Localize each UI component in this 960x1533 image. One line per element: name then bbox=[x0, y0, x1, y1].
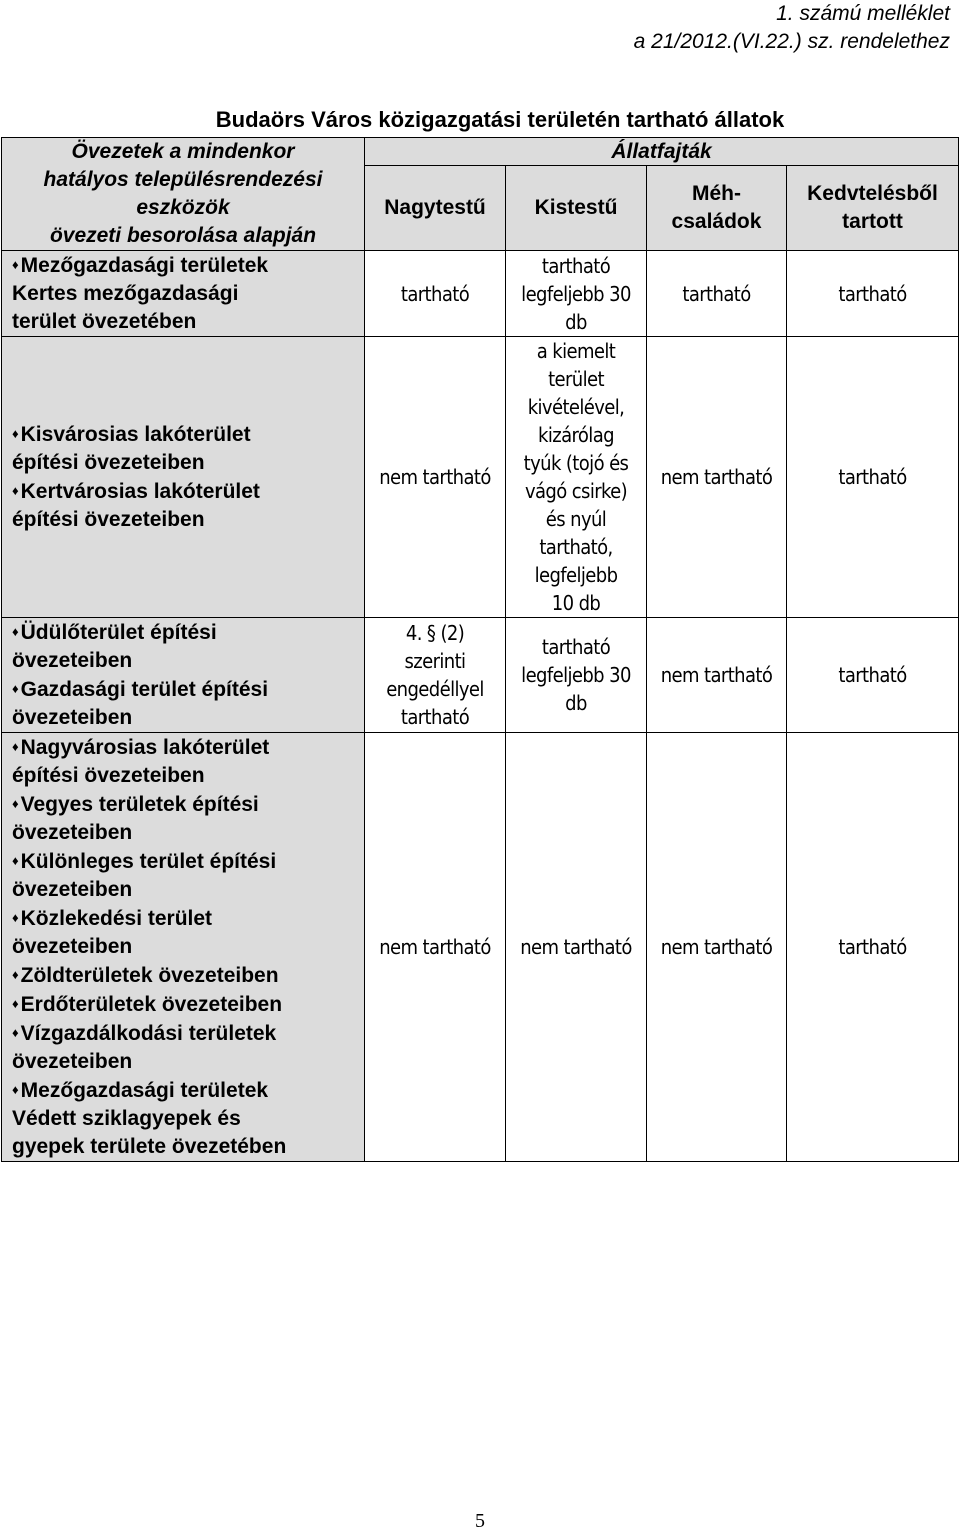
value-line: nem tartható bbox=[520, 935, 632, 959]
column-header-kistestu bbox=[506, 166, 647, 251]
column-header-meh bbox=[647, 166, 787, 251]
zone-line bbox=[12, 733, 364, 762]
zone-header-line: Övezetek a mindenkor bbox=[71, 140, 295, 163]
column-header-line: Méh- bbox=[692, 182, 741, 205]
value-line: engedéllyel bbox=[386, 677, 484, 701]
value-cell-kistestu bbox=[506, 618, 647, 733]
value-line: tartható bbox=[400, 281, 470, 306]
zone-text: övezeteiben bbox=[12, 935, 133, 958]
zone-cell bbox=[2, 251, 365, 337]
value-line: nem tartható bbox=[660, 663, 773, 687]
value-line: tartható bbox=[838, 663, 907, 687]
zone-text: Nagyvárosias lakóterület bbox=[20, 736, 270, 759]
zone-line bbox=[12, 308, 364, 336]
zone-text: Mezőgazdasági területek bbox=[20, 1079, 269, 1102]
zone-line bbox=[12, 762, 364, 790]
zone-text: terület övezetében bbox=[12, 310, 197, 333]
zone-cell bbox=[2, 733, 365, 1162]
value-line: tyúk (tojó és bbox=[523, 451, 629, 475]
animals-table bbox=[1, 137, 959, 1162]
zone-line bbox=[12, 1076, 364, 1105]
zone-line bbox=[12, 506, 364, 534]
value-line: 10 db bbox=[551, 591, 601, 615]
value-line: tartható bbox=[400, 705, 470, 729]
value-cell-kedvteles bbox=[787, 618, 959, 733]
table-row bbox=[2, 251, 959, 337]
zone-text: övezeteiben bbox=[12, 706, 133, 729]
zone-text: Zöldterületek övezeteiben bbox=[20, 964, 279, 987]
value-line: db bbox=[565, 309, 587, 334]
zone-text: Üdülőterület építési bbox=[20, 621, 217, 644]
value-cell-meh bbox=[647, 618, 787, 733]
zone-line bbox=[12, 704, 364, 732]
value-line: nem tartható bbox=[660, 935, 773, 959]
zone-text: Kertes mezőgazdasági bbox=[12, 282, 239, 305]
diamond-bullet-icon: ♦ bbox=[12, 624, 19, 639]
zone-line bbox=[12, 790, 364, 819]
value-line: kivételével, bbox=[527, 395, 625, 419]
zone-line bbox=[12, 1048, 364, 1076]
zone-line bbox=[12, 1019, 364, 1048]
annex-reference bbox=[634, 0, 950, 56]
annex-regulation: a 21/2012.(VI.22.) sz. rendelethez bbox=[633, 30, 950, 53]
value-cell-nagytestu bbox=[365, 251, 506, 337]
value-cell-kistestu bbox=[506, 251, 647, 337]
zone-text: Erdőterületek övezeteiben bbox=[20, 993, 283, 1016]
zone-line bbox=[12, 280, 364, 308]
value-line: tartható bbox=[682, 281, 751, 306]
value-cell-kedvteles bbox=[787, 337, 959, 618]
diamond-bullet-icon: ♦ bbox=[12, 967, 19, 982]
value-line: tartható bbox=[838, 281, 907, 306]
zone-text: gyepek területe övezetében bbox=[12, 1135, 287, 1158]
value-line: nem tartható bbox=[379, 935, 491, 959]
value-line: vágó csirke) bbox=[524, 479, 628, 503]
zone-cell bbox=[2, 337, 365, 618]
value-line: legfeljebb 30 bbox=[521, 281, 631, 306]
zone-text: övezeteiben bbox=[12, 821, 133, 844]
value-line: legfeljebb bbox=[534, 563, 618, 587]
value-line: kizárólag bbox=[538, 423, 614, 447]
zone-text: Gazdasági terület építési bbox=[20, 678, 269, 701]
value-line: tartható bbox=[838, 465, 907, 489]
zone-text: övezeteiben bbox=[12, 878, 133, 901]
zone-header-line: eszközök bbox=[136, 196, 230, 219]
diamond-bullet-icon: ♦ bbox=[12, 483, 19, 498]
annex-number: 1. számú melléklet bbox=[776, 2, 950, 25]
value-cell-nagytestu bbox=[365, 618, 506, 733]
column-header-line: Nagytestű bbox=[384, 196, 486, 219]
value-line: tartható bbox=[838, 935, 907, 959]
value-cell-kedvteles bbox=[787, 251, 959, 337]
zone-line bbox=[12, 933, 364, 961]
zone-line bbox=[12, 618, 364, 647]
zone-text: építési övezeteiben bbox=[12, 764, 205, 787]
value-cell-kistestu bbox=[506, 733, 647, 1162]
zone-line bbox=[12, 847, 364, 876]
zone-line bbox=[12, 819, 364, 847]
zone-line bbox=[12, 420, 364, 449]
value-line: tartható bbox=[541, 253, 611, 278]
diamond-bullet-icon: ♦ bbox=[12, 910, 19, 925]
column-header-line: Kedvtelésből bbox=[807, 182, 938, 205]
document-title: Budaörs Város közigazgatási területén tartható állatok bbox=[215, 107, 785, 132]
value-line: tartható bbox=[541, 635, 611, 659]
column-header-nagytestu bbox=[365, 166, 506, 251]
zone-line bbox=[12, 1133, 364, 1161]
zone-text: Védett sziklagyepek és bbox=[12, 1107, 241, 1130]
zone-text: Különleges terület építési bbox=[20, 850, 277, 873]
zone-header-line: övezeti besorolása alapján bbox=[49, 224, 317, 247]
value-line: nem tartható bbox=[379, 465, 491, 489]
diamond-bullet-icon: ♦ bbox=[12, 1082, 19, 1097]
zone-text: építési övezeteiben bbox=[12, 508, 205, 531]
diamond-bullet-icon: ♦ bbox=[12, 853, 19, 868]
column-header-line: tartott bbox=[842, 210, 903, 233]
value-cell-kedvteles bbox=[787, 733, 959, 1162]
zone-line bbox=[12, 477, 364, 506]
page-number: 5 bbox=[475, 1510, 485, 1532]
zone-line bbox=[12, 961, 364, 990]
column-header-kedvteles bbox=[787, 166, 959, 251]
header-row-species bbox=[2, 138, 959, 166]
diamond-bullet-icon: ♦ bbox=[12, 1025, 19, 1040]
diamond-bullet-icon: ♦ bbox=[12, 426, 19, 441]
value-line: nem tartható bbox=[660, 465, 773, 489]
table-row bbox=[2, 733, 959, 1162]
zone-text: Vegyes területek építési bbox=[20, 793, 259, 816]
zone-text: építési övezeteiben bbox=[12, 451, 205, 474]
zone-text: Kisvárosias lakóterület bbox=[20, 423, 251, 446]
zone-text: övezeteiben bbox=[12, 649, 133, 672]
column-header-line: családok bbox=[671, 210, 762, 233]
value-line: 4. § (2) bbox=[405, 621, 465, 645]
diamond-bullet-icon: ♦ bbox=[12, 739, 19, 754]
value-line: a kiemelt bbox=[536, 339, 616, 363]
zone-cell bbox=[2, 618, 365, 733]
zone-text: Kertvárosias lakóterület bbox=[20, 480, 260, 503]
zone-line bbox=[12, 647, 364, 675]
species-header: Állatfajták bbox=[365, 138, 959, 166]
value-line: szerinti bbox=[404, 649, 466, 673]
value-line: terület bbox=[548, 367, 604, 391]
table-row bbox=[2, 337, 959, 618]
value-line: legfeljebb 30 bbox=[521, 663, 631, 687]
diamond-bullet-icon: ♦ bbox=[12, 681, 19, 696]
zone-line bbox=[12, 675, 364, 704]
diamond-bullet-icon: ♦ bbox=[12, 996, 19, 1011]
diamond-bullet-icon: ♦ bbox=[12, 257, 19, 272]
diamond-bullet-icon: ♦ bbox=[12, 796, 19, 811]
value-cell-nagytestu bbox=[365, 733, 506, 1162]
value-cell-meh bbox=[647, 733, 787, 1162]
zone-text: övezeteiben bbox=[12, 1050, 133, 1073]
value-line: tartható, bbox=[539, 535, 613, 559]
zone-header-line: hatályos településrendezési bbox=[43, 168, 323, 191]
zone-text: Mezőgazdasági területek bbox=[20, 254, 269, 277]
zone-line bbox=[12, 449, 364, 477]
zone-line bbox=[12, 904, 364, 933]
value-cell-meh bbox=[647, 337, 787, 618]
zone-text: Vízgazdálkodási területek bbox=[20, 1022, 277, 1045]
value-cell-meh bbox=[647, 251, 787, 337]
value-line: és nyúl bbox=[545, 507, 607, 531]
table-row bbox=[2, 618, 959, 733]
value-cell-kistestu bbox=[506, 337, 647, 618]
column-header-line: Kistestű bbox=[534, 196, 618, 219]
zone-line bbox=[12, 1105, 364, 1133]
value-line: db bbox=[565, 691, 587, 715]
value-cell-nagytestu bbox=[365, 337, 506, 618]
zone-text: Közlekedési terület bbox=[20, 907, 213, 930]
zone-column-header bbox=[2, 138, 365, 251]
zone-line bbox=[12, 990, 364, 1019]
zone-line bbox=[12, 251, 364, 280]
zone-line bbox=[12, 876, 364, 904]
